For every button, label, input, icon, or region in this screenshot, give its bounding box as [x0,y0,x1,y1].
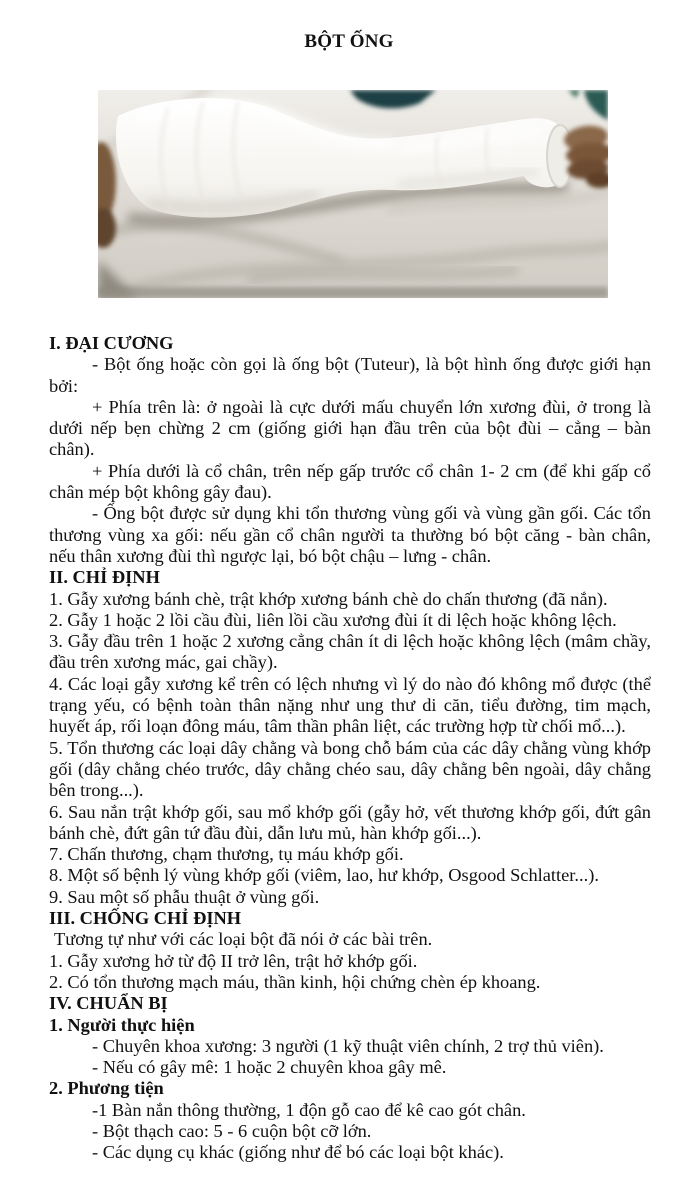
paragraph: 5. Tổn thương các loại dây chằng và bong chỗ bám của các dây chằng vùng khớp gối (dây chằng chéo trước, dây chằng chéo sau, dây chằng bên ngoài, dây chằng bên trong...). [49,737,651,801]
paragraph: 9. Sau một số phẫu thuật ở vùng gối. [49,886,320,907]
paragraph: - Các dụng cụ khác (giống như để bó các loại bột khác). [92,1142,504,1163]
paragraph: + Phía dưới là cổ chân, trên nếp gấp trước cổ chân 1- 2 cm (để khi gấp cổ chân mép bột không gây đau). [49,460,651,503]
paragraph: 3. Gẫy đầu trên 1 hoặc 2 xương cẳng chân ít di lệch hoặc không lệch (mâm chầy, đầu trên xương mác, gai chầy). [49,631,651,673]
paragraph: -1 Bàn nắn thông thường, 1 độn gỗ cao để kê cao gót chân. [92,1099,526,1120]
document-body [49,333,651,1164]
section-heading: III. CHỐNG CHỈ ĐỊNH [49,908,242,929]
document-page [0,31,698,1164]
paragraph: + Phía trên là: ở ngoài là cực dưới mấu chuyển lớn xương đùi, ở trong là dưới nếp bẹn chừng 2 cm (giống giới hạn đầu trên của bột đùi – cẳng – bàn chân). [49,396,651,460]
subsection-heading: 1. Người thực hiện [49,1014,195,1035]
document-title: BỘT ỐNG [304,31,394,52]
paragraph: 1. Gẫy xương bánh chè, trật khớp xương bánh chè do chấn thương (đã nắn). [49,588,608,609]
paragraph: - Nếu có gây mê: 1 hoặc 2 chuyên khoa gây mê. [92,1057,447,1078]
section-heading: I. ĐẠI CƯƠNG [49,333,174,353]
paragraph: 2. Gẫy 1 hoặc 2 lồi cầu đùi, liên lồi cầu xương đùi ít di lệch hoặc không lệch. [49,609,617,630]
leg-cast-photo [98,90,608,298]
paragraph: - Ống bột được sử dụng khi tổn thương vùng gối và vùng gần gối. Các tổn thương vùng xa gối: nếu gần cổ chân người ta thường bó bột căng - bàn chân, nếu thân xương đùi thì ngược lại, bó bột chậu – lưng - chân. [49,503,651,566]
leg-cast-photo-graphic [98,90,608,298]
paragraph: 8. Một số bệnh lý vùng khớp gối (viêm, lao, hư khớp, Osgood Schlatter...). [49,865,599,886]
paragraph: - Bột thạch cao: 5 - 6 cuộn bột cỡ lớn. [92,1120,372,1141]
paragraph: 7. Chấn thương, chạm thương, tụ máu khớp gối. [49,844,404,865]
section-heading: II. CHỈ ĐỊNH [49,567,160,588]
section-heading: IV. CHUẨN BỊ [49,993,168,1014]
subsection-heading: 2. Phương tiện [49,1078,164,1099]
paragraph: 1. Gẫy xương hở từ độ II trở lên, trật hở khớp gối. [49,950,418,971]
paragraph: 6. Sau nắn trật khớp gối, sau mổ khớp gối (gẫy hở, vết thương khớp gối, đứt gân bánh chè, đứt gân tứ đầu đùi, dẫn lưu mủ, hàn khớp gối...). [49,801,651,843]
paragraph: 4. Các loại gẫy xương kể trên có lệch nhưng vì lý do nào đó không mổ được (thể trạng yếu, có bệnh toàn thân nặng như ung thư di căn, tiểu đường, tim mạch, huyết áp, rối loạn đông máu, tâm thần phân liệt, các trường hợp từ chối mổ...). [49,673,651,737]
paragraph: Tương tự như với các loại bột đã nói ở các bài trên. [54,929,433,950]
paragraph: - Bột ống hoặc còn gọi là ống bột (Tuteur), là bột hình ống được giới hạn bởi: [49,354,651,396]
paragraph: 2. Có tổn thương mạch máu, thần kinh, hội chứng chèn ép khoang. [49,971,541,992]
paragraph: - Chuyên khoa xương: 3 người (1 kỹ thuật viên chính, 2 trợ thủ viên). [92,1035,604,1056]
